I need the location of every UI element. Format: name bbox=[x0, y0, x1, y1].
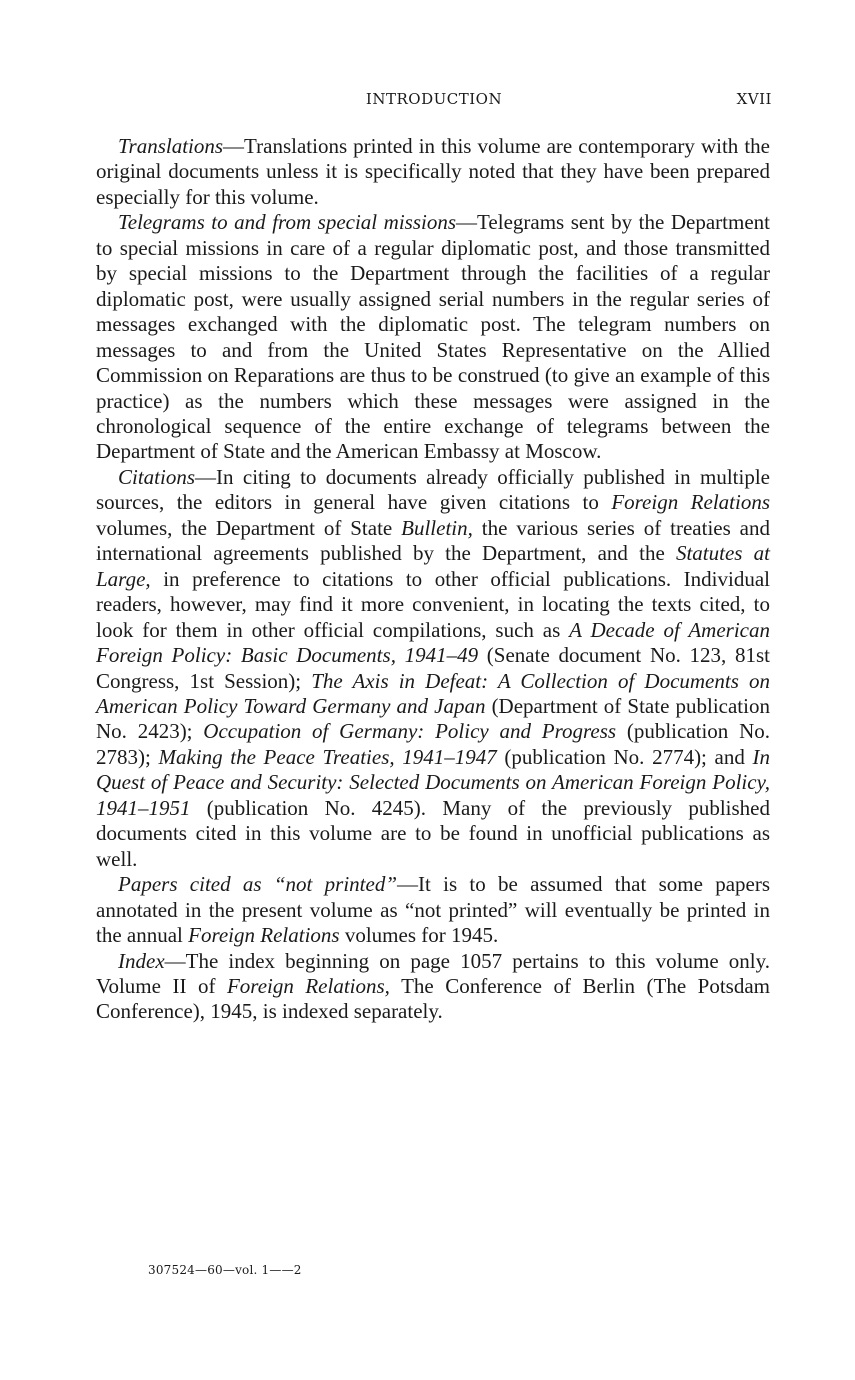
citations-text-2: volumes, the Department of State bbox=[96, 515, 402, 540]
citations-text-5: (Senate document No. 123, 81st Congress, 1st Session); bbox=[96, 643, 770, 693]
index-title-foreign-relations: Foreign Relations, bbox=[226, 973, 390, 998]
citations-text-7: (publication No. 2783); bbox=[96, 719, 770, 769]
citation-title-foreign-relations: Foreign Relations bbox=[611, 490, 770, 515]
citation-title-statutes: Statutes at Large, bbox=[96, 541, 770, 591]
paragraph-translations bbox=[96, 134, 770, 210]
paragraph-papers bbox=[96, 872, 770, 948]
citations-text-1: —In citing to documents already officially published in multiple sources, the editors in general have given citations to bbox=[96, 464, 770, 515]
citation-title-axis: The Axis in Defeat: A Collection of Documents on American Policy Toward Germany and Japan bbox=[96, 668, 770, 718]
citation-title-quest-of-peace: In Quest of Peace and Security: Selected Documents on American Foreign Policy, 1941–1951 bbox=[96, 744, 770, 820]
papers-title-foreign-relations: Foreign Relations bbox=[188, 923, 340, 948]
index-text-1: —The index beginning on page 1057 pertains to this volume only. Volume II of bbox=[96, 948, 770, 998]
body-text bbox=[96, 134, 770, 1025]
term-index: Index bbox=[118, 948, 165, 973]
citations-text-9: (publication No. 4245). Many of the previously published documents cited in this volume are to be found in unofficial publications as well. bbox=[96, 795, 770, 871]
text-telegrams: —Telegrams sent by the Department to special missions in care of a regular diplomatic post, and those transmitted by special missions to the Department through the facilities of a regular diplomatic post, were usually assigned serial numbers in the regular series of messages exchanged with the diplomatic post. The telegram numbers on messages to and from the United States Representative on the Allied Commission on Reparations are thus to be construed (to give an example of this practice) as the numbers which these messages were assigned in the chronological sequence of the entire exchange of telegrams between the Department of State and the American Embassy at Moscow. bbox=[96, 210, 770, 464]
citations-text-4: in preference to citations to other official publications. Individual readers, however, may find it more convenient, in locating the texts cited, to look for them in other official compilations, such as bbox=[96, 566, 770, 642]
term-papers: Papers cited as “not printed” bbox=[118, 872, 398, 897]
term-telegrams: Telegrams to and from special missions bbox=[118, 210, 457, 235]
citations-text-6: (Department of State publication No. 2423); bbox=[96, 693, 770, 744]
papers-text-2: volumes for 1945. bbox=[339, 923, 499, 948]
paragraph-citations bbox=[96, 465, 770, 872]
text-translations: —Translations printed in this volume are contemporary with the original documents unless it is specifically noted that they have been prepared especially for this volume. bbox=[96, 134, 770, 209]
running-head: INTRODUCTION bbox=[365, 90, 503, 108]
citation-title-peace-treaties: Making the Peace Treaties, 1941–1947 bbox=[158, 744, 497, 769]
index-text-2: The Conference of Berlin (The Potsdam Conference), 1945, is indexed separately. bbox=[96, 973, 771, 1024]
print-signature: 307524—60—vol. 1——2 bbox=[148, 1263, 302, 1277]
citations-text-3: the various series of treaties and international agreements published by the Department, and the bbox=[96, 515, 770, 566]
citation-title-bulletin: Bulletin, bbox=[401, 515, 473, 540]
paragraph-telegrams bbox=[96, 210, 770, 465]
paragraph-index bbox=[96, 949, 770, 1025]
citation-title-occupation: Occupation of Germany: Policy and Progress bbox=[203, 719, 617, 744]
citation-title-decade: A Decade of American Foreign Policy: Basic Documents, 1941–49 bbox=[96, 617, 770, 668]
citations-text-8: (publication No. 2774); and bbox=[496, 744, 753, 769]
term-citations: Citations bbox=[118, 464, 196, 489]
term-translations: Translations bbox=[118, 134, 224, 158]
page-header bbox=[96, 90, 772, 112]
papers-text-1: —It is to be assumed that some papers annotated in the present volume as “not printed” will eventually be printed in the annual bbox=[96, 872, 770, 948]
page-number: XVII bbox=[736, 90, 772, 108]
